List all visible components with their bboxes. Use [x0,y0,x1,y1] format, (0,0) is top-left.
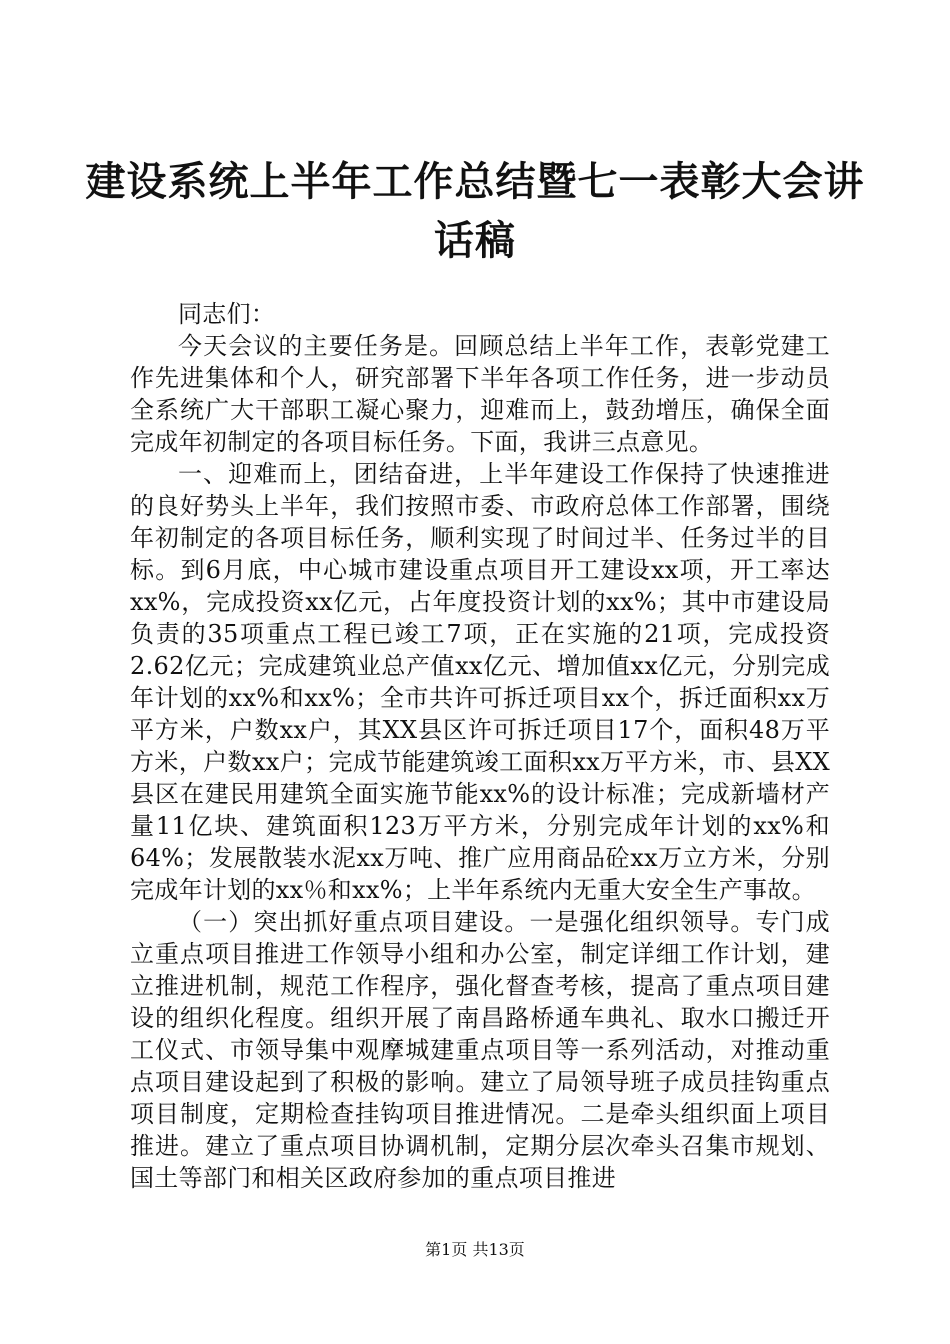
document-body [130,298,830,1194]
document-title: 建设系统上半年工作总结暨七一表彰大会讲话稿 [85,158,865,264]
salutation-paragraph: 同志们： [178,300,276,328]
page-footer: 第1页 共13页 [425,1240,525,1259]
subsection-one-paragraph: （一）突出抓好重点项目建设。一是强化组织领导。专门成立重点项目推进工作领导小组和办公室，制定详细工作计划，建立推进机制，规范工作程序，强化督查考核，提高了重点项目建设的组织化程度。组织开展了南昌路桥通车典礼、取水口搬迁开工仪式、市领导集中观摩城建重点项目等一系列活动，对推动重点项目建设起到了积极的影响。建立了局领导班子成员挂钩重点项目制度，定期检查挂钩项目推进情况。二是牵头组织面上项目推进。建立了重点项目协调机制，定期分层次牵头召集市规划、国土等部门和相关区政府参加的重点项目推进 [130,908,830,1192]
intro-paragraph: 今天会议的主要任务是。回顾总结上半年工作，表彰党建工作先进集体和个人，研究部署下半年各项工作任务，进一步动员全系统广大干部职工凝心聚力，迎难而上，鼓劲增压，确保全面完成年初制定的各项目标任务。下面，我讲三点意见。 [130,332,830,456]
section-one-paragraph: 一、迎难而上，团结奋进，上半年建设工作保持了快速推进的良好势头上半年，我们按照市委、市政府总体工作部署，围绕年初制定的各项目标任务，顺利实现了时间过半、任务过半的目标。到6月底，中心城市建设重点项目开工建设xx项，开工率达xx%，完成投资xx亿元，占年度投资计划的xx%；其中市建设局负责的35项重点工程已竣工7项，正在实施的21项，完成投资2.62亿元；完成建筑业总产值xx亿元、增加值xx亿元，分别完成年计划的xx%和xx%；全市共许可拆迁项目xx个，拆迁面积xx万平方米，户数xx户，其XX县区许可拆迁项目17个，面积48万平方米，户数xx户；完成节能建筑竣工面积xx万平方米，市、县XX县区在建民用建筑全面实施节能xx%的设计标准；完成新墙材产量11亿块、建筑面积123万平方米，分别完成年计划的xx%和64%；发展散装水泥xx万吨、推广应用商品砼xx万立方米，分别完成年计划的xx％和xx%；上半年系统内无重大安全生产事故。 [130,460,830,904]
